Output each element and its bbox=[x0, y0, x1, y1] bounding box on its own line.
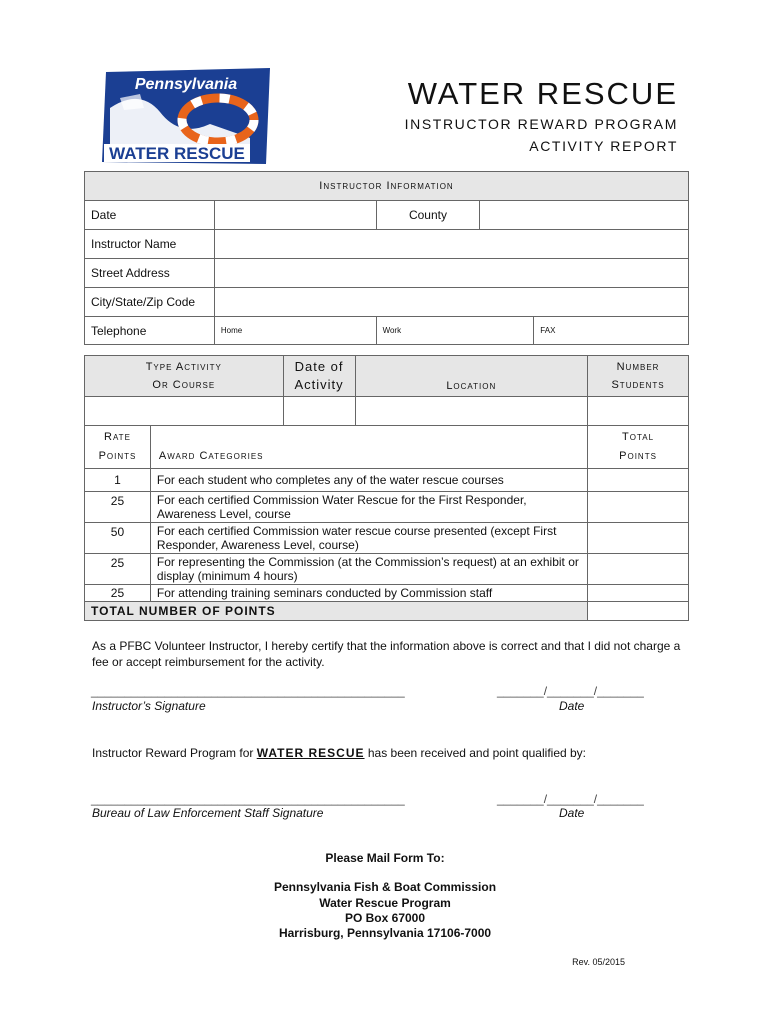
type-activity-header bbox=[85, 356, 284, 397]
total-line2: Points bbox=[619, 450, 657, 462]
date-label: Date bbox=[85, 201, 215, 230]
award-total-field-2[interactable] bbox=[588, 492, 689, 523]
award-text-5: For attending training seminars conducted by Commission staff bbox=[150, 585, 587, 602]
award-total-field-4[interactable] bbox=[588, 554, 689, 585]
total-points-header bbox=[588, 426, 689, 469]
page-title: WATER RESCUE bbox=[407, 76, 678, 111]
number-students-line1: Number bbox=[616, 361, 660, 373]
award-points-3: 50 bbox=[85, 523, 151, 554]
logo-top-text: Pennsylvania bbox=[134, 76, 238, 93]
qualification-statement bbox=[92, 746, 586, 760]
rate-line2: Points bbox=[98, 450, 137, 462]
award-points-5: 25 bbox=[85, 585, 151, 602]
mail-heading: Please Mail Form To: bbox=[325, 851, 445, 865]
award-categories-header: Award Categories bbox=[150, 426, 587, 469]
staff-signature-label: Bureau of Law Enforcement Staff Signature bbox=[92, 806, 324, 820]
award-text-2: For each certified Commission Water Rescue for the First Responder, Awareness Level, course bbox=[150, 492, 587, 523]
county-field[interactable] bbox=[480, 201, 689, 230]
number-students-header bbox=[588, 356, 689, 397]
award-text-3: For each certified Commission water rescue course presented (except First Responder, Awareness Level, course) bbox=[150, 523, 587, 554]
subtitle-report: ACTIVITY REPORT bbox=[529, 138, 678, 154]
type-activity-field[interactable] bbox=[85, 397, 284, 426]
award-total-field-5[interactable] bbox=[588, 585, 689, 602]
award-total-field-1[interactable] bbox=[588, 469, 689, 492]
award-points-4: 25 bbox=[85, 554, 151, 585]
instructor-name-label: Instructor Name bbox=[85, 230, 215, 259]
instructor-date-line[interactable]: _______/_______/_______ bbox=[497, 684, 644, 698]
total-points-field[interactable] bbox=[588, 602, 689, 621]
award-text-4: For representing the Commission (at the Commission’s request) at an exhibit or display (minimum 4 hours) bbox=[150, 554, 587, 585]
number-students-line2: Students bbox=[611, 379, 665, 391]
instructor-signature-line[interactable]: _______________________________________________ bbox=[91, 684, 405, 698]
date-activity-line2: Activity bbox=[294, 377, 344, 392]
type-activity-line2: Or Course bbox=[152, 379, 216, 391]
activity-table bbox=[84, 355, 689, 621]
instructor-signature-label: Instructor’s Signature bbox=[92, 699, 206, 713]
revision-label: Rev. 05/2015 bbox=[572, 957, 625, 967]
location-field[interactable] bbox=[355, 397, 588, 426]
date-activity-line1: Date of bbox=[294, 359, 344, 374]
instructor-info-heading: Instructor Information bbox=[85, 172, 689, 201]
location-header: Location bbox=[355, 356, 588, 397]
award-total-field-3[interactable] bbox=[588, 523, 689, 554]
mail-line-3: PO Box 67000 bbox=[344, 911, 426, 925]
number-students-field[interactable] bbox=[588, 397, 689, 426]
telephone-label: Telephone bbox=[85, 317, 215, 345]
county-label: County bbox=[376, 201, 480, 230]
qualification-program: WATER RESCUE bbox=[256, 746, 365, 760]
mail-line-2: Water Rescue Program bbox=[319, 896, 451, 910]
fax-field[interactable]: FAX bbox=[534, 317, 689, 345]
date-field[interactable] bbox=[214, 201, 376, 230]
pennsylvania-water-rescue-logo bbox=[100, 68, 272, 164]
total-line1: Total bbox=[622, 431, 655, 443]
staff-signature-line[interactable]: _______________________________________________ bbox=[91, 792, 405, 806]
home-phone-field[interactable]: Home bbox=[214, 317, 376, 345]
city-state-zip-label: City/State/Zip Code bbox=[85, 288, 215, 317]
staff-date-label: Date bbox=[559, 806, 585, 820]
instructor-info-table bbox=[84, 171, 689, 345]
street-address-field[interactable] bbox=[214, 259, 688, 288]
subtitle-program: INSTRUCTOR REWARD PROGRAM bbox=[404, 116, 678, 132]
date-activity-header bbox=[283, 356, 355, 397]
mail-line-1: Pennsylvania Fish & Boat Commission bbox=[273, 880, 497, 894]
total-points-label: TOTAL NUMBER OF POINTS bbox=[85, 602, 588, 621]
staff-date-line[interactable]: _______/_______/_______ bbox=[497, 792, 644, 806]
logo-bottom-text: WATER RESCUE bbox=[109, 144, 245, 163]
street-address-label: Street Address bbox=[85, 259, 215, 288]
qualification-prefix: Instructor Reward Program for bbox=[92, 746, 257, 760]
award-points-2: 25 bbox=[85, 492, 151, 523]
qualification-suffix: has been received and point qualified by: bbox=[364, 746, 587, 760]
award-points-1: 1 bbox=[85, 469, 151, 492]
award-text-1: For each student who completes any of the water rescue courses bbox=[150, 469, 587, 492]
work-phone-field[interactable]: Work bbox=[376, 317, 534, 345]
rate-points-header bbox=[85, 426, 151, 469]
type-activity-line1: Type Activity bbox=[145, 361, 222, 373]
mail-line-4: Harrisburg, Pennsylvania 17106-7000 bbox=[278, 926, 492, 940]
instructor-date-label: Date bbox=[559, 699, 585, 713]
instructor-name-field[interactable] bbox=[214, 230, 688, 259]
date-activity-field[interactable] bbox=[283, 397, 355, 426]
city-state-zip-field[interactable] bbox=[214, 288, 688, 317]
certification-text: As a PFBC Volunteer Instructor, I hereby certify that the information above is correct and that I did not charge a fee or accept reimbursement for the activity. bbox=[92, 639, 681, 669]
rate-line1: Rate bbox=[104, 431, 131, 443]
